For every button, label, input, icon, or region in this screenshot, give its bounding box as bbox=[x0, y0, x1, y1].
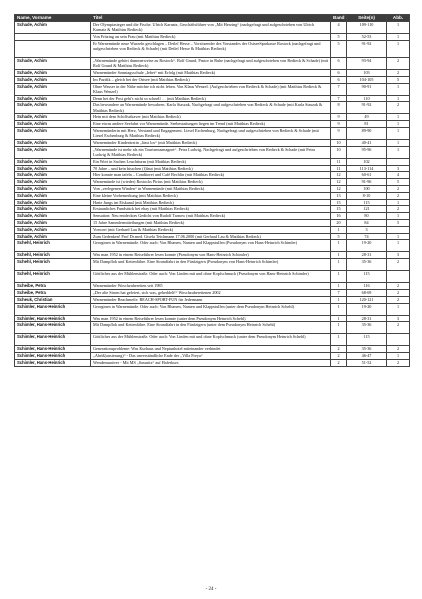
cell-band: 4 bbox=[331, 22, 347, 34]
cell-band: 5 bbox=[331, 233, 347, 240]
table-row bbox=[15, 165, 410, 172]
cell-illustrations: 5 bbox=[387, 219, 410, 226]
cell-band: 15 bbox=[331, 199, 347, 206]
cell-band: 13 bbox=[331, 192, 347, 199]
cell-pages: 103 bbox=[347, 69, 387, 76]
cell-name: Schimler, Hans-Heinrich bbox=[15, 334, 91, 346]
cell-title: Von „verlegenen Winden“ in Warnemünde (mit Matthias Redieck) bbox=[91, 185, 331, 192]
cell-pages: 100 bbox=[347, 185, 387, 192]
table-row bbox=[15, 252, 410, 259]
cell-name: Schade, Achim bbox=[15, 83, 91, 95]
cell-illustrations: 1 bbox=[387, 213, 410, 220]
cell-name: Schade, Achim bbox=[15, 158, 91, 165]
cell-illustrations: 2 bbox=[387, 57, 410, 69]
cell-pages: 28-31 bbox=[347, 252, 387, 259]
header-title: Titel bbox=[91, 15, 331, 22]
cell-pages: 74 bbox=[347, 233, 387, 240]
table-row bbox=[15, 213, 410, 220]
table-body bbox=[15, 22, 410, 367]
cell-name: Schade, Achim bbox=[15, 213, 91, 220]
cell-illustrations bbox=[387, 334, 410, 346]
cell-title: Warnemünderin mit Herz, Verstand und Engagement. Liesel Eschenburg, Nachgefragt und aufgeschrieben von Redieck & Schade (mit Liesel Eschenburg & Matthias Redieck) bbox=[91, 127, 331, 139]
cell-title: „Abriß(ausierung)“ - Das unverständliche Ende der „Villa Freya“ bbox=[91, 353, 331, 360]
cell-title: Göttliches aus der Mühlenstraße. Oder auch: Von Linden mit und ohne Kopfschmuck (Pseudonym von Hans-Heinrich Schimler) bbox=[91, 271, 331, 283]
cell-name: Schade, Achim bbox=[15, 179, 91, 186]
table-row bbox=[15, 271, 410, 283]
cell-pages: 8-10 bbox=[347, 192, 387, 199]
cell-pages: 46-47 bbox=[347, 353, 387, 360]
cell-title: Mit Dampflok und Kettenfähre. Eine Strandfahrt in den Fünfzigern (unter dem Pseudonym Heinrich Schehl) bbox=[91, 322, 331, 334]
header-band: Band bbox=[331, 15, 347, 22]
cell-title: Das bewundere an Warnemünde bewahren. Karla Staszak, Nachgefragt und aufgeschrieben von Redieck & Schade (mit Karla Staszak & Matthias Redieck) bbox=[91, 102, 331, 114]
cell-title: Ein Wort in Sachen Leuchtturm (mit Matthias Redieck) bbox=[91, 158, 331, 165]
cell-name: Schade, Achim bbox=[15, 95, 91, 102]
table-row bbox=[15, 95, 410, 102]
cell-title: Eine etwas andere Seefahrt vor Warnemünde. Seebestattungen liegen im Trend (mit Matthias Redieck) bbox=[91, 121, 331, 128]
cell-name: Schade, Achim bbox=[15, 127, 91, 139]
cell-illustrations: 1 bbox=[387, 139, 410, 146]
header-pages: Seite(n) bbox=[347, 15, 387, 22]
cell-band: 9 bbox=[331, 114, 347, 121]
cell-illustrations: 1 bbox=[387, 240, 410, 252]
cell-pages: 116 bbox=[347, 283, 387, 290]
cell-illustrations: 1 bbox=[387, 146, 410, 158]
table-row bbox=[15, 259, 410, 271]
cell-title: Mit Dampflok und Kettenfähre. Eine Strandfahrt in den Fünfzigern (Pseudonym von Hans-Heinrich Schimler) bbox=[91, 259, 331, 271]
cell-band: 10 bbox=[331, 146, 347, 158]
cell-pages: 35-36 bbox=[347, 322, 387, 334]
cell-name: Schade, Achim bbox=[15, 22, 91, 34]
cell-name: Schimler, Hans-Heinrich bbox=[15, 315, 91, 322]
cell-title: Der Olympiasieger und die Fische. Ulrich Karnatz, Geschäftsführer von „Mit Herzing“ (nachgefragt und aufgeschrieben von Ulrich Karnatz & Matthias Redieck) bbox=[91, 22, 331, 34]
cell-band: 20 bbox=[331, 219, 347, 226]
cell-pages: 19-20 bbox=[347, 303, 387, 315]
table-row bbox=[15, 185, 410, 192]
cell-illustrations: 1 bbox=[387, 353, 410, 360]
cell-band: 1 bbox=[331, 334, 347, 346]
cell-title: Von Fritzing an sein Frau (mit Matthias Redieck) bbox=[91, 34, 331, 41]
cell-illustrations: 5 bbox=[387, 76, 410, 83]
cell-title: Hier konnte man tafeln – Conditorei und Café Bechlin (mit Matthias Redieck) bbox=[91, 172, 331, 179]
cell-title: Was man 1952 in einem Reiseführer lesen konnte (Pseudonym von Hans-Heinrich Schimler) bbox=[91, 252, 331, 259]
table-row bbox=[15, 69, 410, 76]
table-row bbox=[15, 226, 410, 233]
cell-name: Schehl, Heinrich bbox=[15, 252, 91, 259]
cell-title: 15 Jahre Sammlermitteilungen (mit Matthias Redieck) bbox=[91, 219, 331, 226]
cell-pages: 49 bbox=[347, 114, 387, 121]
table-row bbox=[15, 199, 410, 206]
cell-band: 12 bbox=[331, 179, 347, 186]
cell-illustrations: 5 bbox=[387, 179, 410, 186]
table-header-row bbox=[15, 15, 410, 22]
cell-name: Schade, Achim bbox=[15, 76, 91, 83]
cell-name: Schade, Achim bbox=[15, 165, 91, 172]
cell-illustrations: 1 bbox=[387, 127, 410, 139]
cell-band: 9 bbox=[331, 127, 347, 139]
cell-pages: 28-31 bbox=[347, 315, 387, 322]
cell-name: Schimler, Hans-Heinrich bbox=[15, 359, 91, 366]
cell-band: 5 bbox=[331, 40, 347, 57]
cell-pages: 93-94 bbox=[347, 57, 387, 69]
cell-pages: 102 bbox=[347, 158, 387, 165]
table-row bbox=[15, 22, 410, 34]
cell-illustrations: 1 bbox=[387, 95, 410, 102]
cell-illustrations: 2 bbox=[387, 185, 410, 192]
cell-band: 1 bbox=[331, 259, 347, 271]
cell-title: Ohne Wasser in der Nähe möchte ich nicht leben. Von Klaus Wenzel. (Aufgeschrieben von Redieck & Schade) (mit Matthias Redieck & Klaus Wenzel) bbox=[91, 83, 331, 95]
cell-pages: 115 bbox=[347, 334, 387, 346]
cell-illustrations: 1 bbox=[387, 114, 410, 121]
table-row bbox=[15, 158, 410, 165]
table-row bbox=[15, 303, 410, 315]
cell-pages: 109-110 bbox=[347, 22, 387, 34]
cell-title: Warnemünde ist (wieder) Rostocks Pirius (mit Matthias Redieck) bbox=[91, 179, 331, 186]
cell-band: 1 bbox=[331, 322, 347, 334]
cell-band: 12 bbox=[331, 172, 347, 179]
table-row bbox=[15, 192, 410, 199]
cell-name: Schade, Achim bbox=[15, 139, 91, 146]
table-row bbox=[15, 76, 410, 83]
cell-pages: 120-121 bbox=[347, 296, 387, 303]
cell-pages: 91-92 bbox=[347, 40, 387, 57]
cell-band: 2 bbox=[331, 353, 347, 360]
cell-title: Sensation: Neu entdecktes Gedicht von Rudolf Tarnow (mit Matthias Redieck) bbox=[91, 213, 331, 220]
cell-illustrations: 2 bbox=[387, 69, 410, 76]
cell-illustrations: 1 bbox=[387, 233, 410, 240]
cell-name: Schehl, Heinrich bbox=[15, 240, 91, 252]
cell-illustrations: 2 bbox=[387, 283, 410, 290]
cell-name: Schehl, Heinrich bbox=[15, 271, 91, 283]
cell-name: Schehl, Heinrich bbox=[15, 259, 91, 271]
cell-title: Wendemanöver - Mit MS „Sassnitz“ auf Haferkurs bbox=[91, 359, 331, 366]
cell-name: Schade, Achim bbox=[15, 57, 91, 69]
cell-illustrations: 3 bbox=[387, 315, 410, 322]
cell-band: 1 bbox=[331, 252, 347, 259]
cell-illustrations: 2 bbox=[387, 346, 410, 353]
cell-title: Denn bei der Post geht's nicht so schnell … (mit Matthias Redieck) bbox=[91, 95, 331, 102]
cell-illustrations: 1 bbox=[387, 303, 410, 315]
header-name: Name, Vorname bbox=[15, 15, 91, 22]
cell-pages: 113-114 bbox=[347, 165, 387, 172]
cell-pages: 68-69 bbox=[347, 289, 387, 296]
cell-name: Scheuk, Christian bbox=[15, 296, 91, 303]
cell-band: 1 bbox=[331, 296, 347, 303]
cell-band: 7 bbox=[331, 95, 347, 102]
cell-pages: 115 bbox=[347, 199, 387, 206]
cell-band: 6 bbox=[331, 57, 347, 69]
cell-illustrations: 2 bbox=[387, 192, 410, 199]
cell-band: 1 bbox=[331, 303, 347, 315]
cell-name: Scheibe, Petra bbox=[15, 283, 91, 290]
cell-pages: 35-36 bbox=[347, 259, 387, 271]
cell-title: „Warnemünde ist mehr als ein Tourismusmagnet“. Petra Ludwig, Nachgefragt und aufgeschrieben von Redieck & Schade (mit Petra Ludwig & Matthias Redieck) bbox=[91, 146, 331, 158]
cell-title: Im Pazifik – gleich bei der Ostsee (mit Matthias Redieck) bbox=[91, 76, 331, 83]
table-row bbox=[15, 353, 410, 360]
cell-illustrations: 1 bbox=[387, 199, 410, 206]
cell-illustrations: 1 bbox=[387, 22, 410, 34]
table-row bbox=[15, 346, 410, 353]
cell-pages: 35-36 bbox=[347, 346, 387, 353]
cell-illustrations: 1 bbox=[387, 34, 410, 41]
cell-title: Warnemünder Sonntagsschule „Iebet“ mit Erfolg (mit Matthias Redieck) bbox=[91, 69, 331, 76]
cell-illustrations: 2 bbox=[387, 359, 410, 366]
cell-band: 9 bbox=[331, 121, 347, 128]
page-number: - 24 - bbox=[205, 587, 217, 592]
index-sheet bbox=[14, 14, 409, 367]
cell-pages: 89-90 bbox=[347, 127, 387, 139]
cell-illustrations: 2 bbox=[387, 289, 410, 296]
cell-illustrations bbox=[387, 226, 410, 233]
cell-title: Harte Jungs im Eiskanal (mit Matthias Redieck) bbox=[91, 199, 331, 206]
table-row bbox=[15, 322, 410, 334]
cell-name: Scheibe, Petra bbox=[15, 289, 91, 296]
cell-illustrations: 1 bbox=[387, 40, 410, 57]
table-row bbox=[15, 359, 410, 366]
cell-band: 8 bbox=[331, 102, 347, 114]
cell-title: Georginen in Warnemünde. Oder auch: Von Blumen, Namen und Klappstullen (unter dem Pseudonym Heinrich Schehl) bbox=[91, 303, 331, 315]
cell-band: 2 bbox=[331, 359, 347, 366]
cell-title: Vorwort (mit Gerhard Lau & Matthias Redieck) bbox=[91, 226, 331, 233]
cell-band: 11 bbox=[331, 158, 347, 165]
cell-pages: 90-91 bbox=[347, 83, 387, 95]
cell-band: 1 bbox=[331, 271, 347, 283]
cell-name bbox=[15, 34, 91, 41]
cell-name: Schimler, Hans-Heinrich bbox=[15, 346, 91, 353]
table-row bbox=[15, 206, 410, 213]
cell-band: 1 bbox=[331, 240, 347, 252]
cell-pages: 91-92 bbox=[347, 102, 387, 114]
cell-pages: 104-105 bbox=[347, 76, 387, 83]
table-row bbox=[15, 240, 410, 252]
table-row bbox=[15, 83, 410, 95]
cell-title: Warnemünder Beachmeile. BEACH-SPORT-FUN für Jedermann bbox=[91, 296, 331, 303]
cell-pages: 60-61 bbox=[347, 172, 387, 179]
cell-illustrations: 1 bbox=[387, 83, 410, 95]
cell-pages: 121 bbox=[347, 206, 387, 213]
cell-name: Schimler, Hans-Heinrich bbox=[15, 303, 91, 315]
cell-band: 1 bbox=[331, 226, 347, 233]
cell-name: Schimler, Hans-Heinrich bbox=[15, 353, 91, 360]
cell-band: 16 bbox=[331, 213, 347, 220]
table-row bbox=[15, 289, 410, 296]
cell-band: 7 bbox=[331, 289, 347, 296]
cell-pages: 40-41 bbox=[347, 139, 387, 146]
cell-name: Schade, Achim bbox=[15, 233, 91, 240]
table-row bbox=[15, 127, 410, 139]
cell-title: Er Warnemünde neue Wurzeln geschlagen – Detlef Hesse – Vorsitzender des Vorstandes der OstseeSparkasse Rostock (nachgefragt und aufgeschrieben von Redieck & Schade) (mit Detlef Hesse & Matthias Redieck) bbox=[91, 40, 331, 57]
cell-title: „Warnemünde gehört dummerweise zu Rostock“. Rolf Grund, Pastor in Ruhe (nachgefragt und aufgeschrieben von Redieck & Schade) (mit Rolf Grund & Matthias Redieck) bbox=[91, 57, 331, 69]
table-row bbox=[15, 114, 410, 121]
cell-pages: 51-52 bbox=[347, 359, 387, 366]
cell-illustrations: 3 bbox=[387, 165, 410, 172]
table-row bbox=[15, 40, 410, 57]
cell-band: 5 bbox=[331, 34, 347, 41]
cell-band: 15 bbox=[331, 206, 347, 213]
cell-pages: 80 bbox=[347, 213, 387, 220]
cell-band: 11 bbox=[331, 165, 347, 172]
cell-name: Schade, Achim bbox=[15, 114, 91, 121]
cell-band: 1 bbox=[331, 283, 347, 290]
cell-illustrations: 2 bbox=[387, 259, 410, 271]
cell-pages: 3 bbox=[347, 226, 387, 233]
cell-title: „Der alte Strom hat gefeiert, sich was, geheddelt!“ Woschzubereitenen 2002 bbox=[91, 289, 331, 296]
cell-name: Schimler, Hans-Heinrich bbox=[15, 322, 91, 334]
cell-title: Eine kleine Vorbemerkung (mit Matthias Redieck) bbox=[91, 192, 331, 199]
cell-name: Schade, Achim bbox=[15, 69, 91, 76]
cell-title: Göttliches aus der Mühlenstraße. Oder auch: Von Linden mit und ohne Kopfschmuck (unter dem Pseudonym Heinrich Schehl) bbox=[91, 334, 331, 346]
table-row bbox=[15, 179, 410, 186]
table-row bbox=[15, 315, 410, 322]
cell-name: Schade, Achim bbox=[15, 102, 91, 114]
cell-illustrations: 2 bbox=[387, 206, 410, 213]
table-row bbox=[15, 283, 410, 290]
cell-pages: 115 bbox=[347, 271, 387, 283]
cell-pages: 52-53 bbox=[347, 34, 387, 41]
table-row bbox=[15, 34, 410, 41]
cell-title: Erstaunliches Fundstück bei ebay (mit Matthias Redieck) bbox=[91, 206, 331, 213]
cell-name: Schade, Achim bbox=[15, 206, 91, 213]
table-row bbox=[15, 296, 410, 303]
cell-title: Was man 1952 in einem Reiseführer lesen konnte (unter dem Pseudonym Heinrich Schehl) bbox=[91, 315, 331, 322]
table-row bbox=[15, 146, 410, 158]
cell-name: Schade, Achim bbox=[15, 219, 91, 226]
table-row bbox=[15, 334, 410, 346]
table-row bbox=[15, 233, 410, 240]
cell-band: 12 bbox=[331, 185, 347, 192]
cell-name: Schade, Achim bbox=[15, 146, 91, 158]
cell-title: Zum Gedenken! Prof Dr.med. Gisela Teichmann 17.06.2000 (mit Gerhard Lau & Matthias Redieck) bbox=[91, 233, 331, 240]
table-row bbox=[15, 139, 410, 146]
cell-title: Generationsprobleme: Was Kurhaus und Neptunhotel miteinander verbindet bbox=[91, 346, 331, 353]
cell-band: 6 bbox=[331, 76, 347, 83]
cell-illustrations: 2 bbox=[387, 322, 410, 334]
cell-pages: 81 bbox=[347, 121, 387, 128]
cell-name: Schade, Achim bbox=[15, 192, 91, 199]
cell-name: Schade, Achim bbox=[15, 226, 91, 233]
cell-title: Warnemünder Woschzubereiten seit 1985 bbox=[91, 283, 331, 290]
table-row bbox=[15, 57, 410, 69]
cell-name: Schade, Achim bbox=[15, 121, 91, 128]
table-row bbox=[15, 219, 410, 226]
table-row bbox=[15, 172, 410, 179]
cell-band: 7 bbox=[331, 83, 347, 95]
cell-illustrations bbox=[387, 158, 410, 165]
cell-illustrations: 2 bbox=[387, 296, 410, 303]
cell-name: Schade, Achim bbox=[15, 199, 91, 206]
cell-pages: 19-20 bbox=[347, 240, 387, 252]
cell-pages: 91-96 bbox=[347, 179, 387, 186]
cell-band: 6 bbox=[331, 69, 347, 76]
cell-band: 2 bbox=[331, 346, 347, 353]
cell-pages: 110 bbox=[347, 95, 387, 102]
cell-illustrations: 3 bbox=[387, 252, 410, 259]
cell-name bbox=[15, 40, 91, 57]
cell-title: Warnemünder Kinderärztin „lässt los“ (mit Matthias Redieck) bbox=[91, 139, 331, 146]
cell-illustrations: 2 bbox=[387, 102, 410, 114]
cell-illustrations bbox=[387, 271, 410, 283]
cell-title: Hein mit dem Schiffsrikaver (mit Matthias Redieck) bbox=[91, 114, 331, 121]
cell-title: Georginen in Warnemünde. Oder auch: Von Blumen, Namen und Klappstullen (Pseudonym von Hans-Heinrich Schimler) bbox=[91, 240, 331, 252]
table-row bbox=[15, 102, 410, 114]
cell-illustrations: 1 bbox=[387, 121, 410, 128]
cell-band: 10 bbox=[331, 139, 347, 146]
author-index-table bbox=[14, 14, 410, 367]
cell-pages: 95-96 bbox=[347, 146, 387, 158]
cell-pages: 84 bbox=[347, 219, 387, 226]
cell-title: 70 Jahre – und kein bisschen (f)laut (mit Matthias Redieck) bbox=[91, 165, 331, 172]
table-row bbox=[15, 121, 410, 128]
cell-band: 1 bbox=[331, 315, 347, 322]
cell-illustrations: 4 bbox=[387, 172, 410, 179]
cell-name: Schade, Achim bbox=[15, 185, 91, 192]
cell-name: Schade, Achim bbox=[15, 172, 91, 179]
header-illustrations: Abb. bbox=[387, 15, 410, 22]
